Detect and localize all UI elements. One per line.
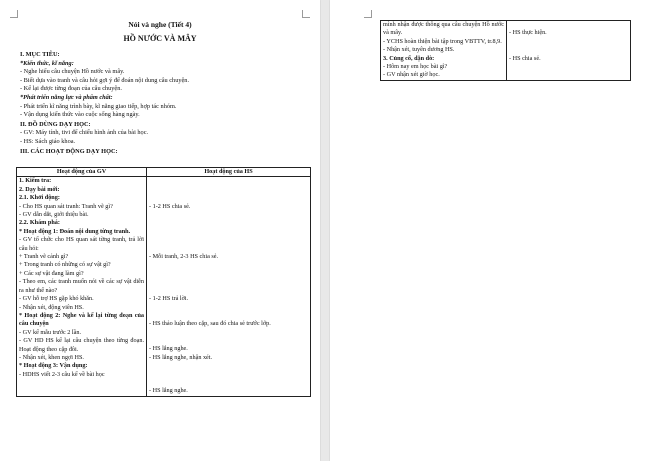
teacher-line: 2.2. Khám phá: xyxy=(19,219,60,227)
teacher-line: - GV HD HS kể lại câu chuyện theo từng đoạn. Hoạt động theo cặp đôi. xyxy=(19,337,144,353)
teacher-line: - HDHS viết 2-3 câu kể về bài học xyxy=(19,370,105,378)
margin-mark xyxy=(302,10,310,18)
teacher-line: - Theo em, các tranh muốn nói về các sự vật diễn ra như thế nào? xyxy=(19,278,144,294)
teacher-line: - GV hỗ trợ HS gặp khó khăn. xyxy=(19,295,94,303)
teacher-line: 2.1. Khởi động: xyxy=(19,194,60,202)
student-activity xyxy=(147,177,311,396)
teacher-line: mình nhận được thông qua câu chuyện Hồ nước và mây. xyxy=(383,21,504,37)
section-line: II. ĐỒ DÙNG DẠY HỌC: xyxy=(20,120,91,128)
lesson-title: Nói và nghe (Tiết 4) xyxy=(128,20,192,29)
teacher-line: 2. Dạy bài mới: xyxy=(19,185,60,193)
section-line: *Kiến thức, kĩ năng: xyxy=(20,59,74,67)
activities-table-continued xyxy=(380,20,631,81)
section-line: - Vận dụng kiến thức vào cuộc sống hàng ngày. xyxy=(20,111,140,119)
student-line: - Mỗi tranh, 2-3 HS chia sẻ. xyxy=(149,252,219,260)
teacher-line: + Trong tranh có những có sự vật gì? xyxy=(19,261,111,269)
header-student: Hoạt động của HS xyxy=(147,168,311,177)
table-row xyxy=(17,177,311,396)
student-line: - HS thực hiện. xyxy=(509,29,547,37)
lesson-subtitle: HỒ NƯỚC VÀ MÂY xyxy=(123,34,197,43)
section-line: III. CÁC HOẠT ĐỘNG DẠY HỌC: xyxy=(20,147,118,155)
teacher-line: + Các sự vật đang làm gì? xyxy=(19,269,84,277)
section-line: - HS: Sách giáo khoa. xyxy=(20,137,76,145)
teacher-line: - Nhận xét, động viên HS. xyxy=(19,303,84,311)
student-line: - HS lắng nghe. xyxy=(149,345,188,353)
margin-mark xyxy=(364,10,372,18)
section-line: I. MỤC TIÊU: xyxy=(20,51,60,58)
section-line: - GV: Máy tính, tivi để chiếu hình ảnh của bài học. xyxy=(20,129,149,137)
teacher-line: - YCHS hoàn thiện bài tập trong VBTTV, tr.8,9. xyxy=(383,37,502,45)
document-page-2 xyxy=(330,0,650,461)
teacher-line: + Tranh vẽ cảnh gì? xyxy=(19,253,69,261)
document-page-1 xyxy=(0,0,320,461)
teacher-line: - Nhận xét, tuyên dương HS. xyxy=(383,46,455,54)
teacher-line: - GV dẫn dắt, giới thiệu bài. xyxy=(19,211,89,219)
objectives-body xyxy=(20,50,300,156)
section-line: - Phát triển kĩ năng trình bày, kĩ năng giao tiếp, hợp tác nhóm. xyxy=(20,102,177,110)
student-line: - 1-2 HS chia sẻ. xyxy=(149,202,191,210)
section-line: - Biết dựa vào tranh và câu hỏi gợi ý để đoán nội dung câu chuyện. xyxy=(20,76,190,84)
teacher-line: 1. Kiểm tra: xyxy=(19,177,52,185)
margin-mark xyxy=(10,10,18,18)
student-line: - HS lắng nghe. xyxy=(149,387,188,395)
teacher-line: - Nhận xét, khen ngợi HS. xyxy=(19,353,84,361)
student-activity xyxy=(507,21,631,81)
teacher-line: - Cho HS quan sát tranh: Tranh vẽ gì? xyxy=(19,202,113,210)
section-line: *Phát triển năng lực và phẩm chất: xyxy=(20,93,113,101)
student-line: - 1-2 HS trả lời. xyxy=(149,294,189,302)
student-line: - HS chia sẻ. xyxy=(509,54,541,62)
section-line: - Nghe hiểu câu chuyện Hồ nước và mây. xyxy=(20,68,125,76)
header-teacher: Hoạt động của GV xyxy=(17,168,147,177)
teacher-line: * Hoạt động 1: Đoán nội dung từng tranh. xyxy=(19,227,131,235)
teacher-line: * Hoạt động 2: Nghe và kể lại từng đoạn của câu chuyện xyxy=(19,311,144,328)
teacher-activity xyxy=(381,21,507,81)
teacher-line: - Hôm nay em học bài gì? xyxy=(383,63,448,71)
teacher-line: 3. Củng cố, dặn dò: xyxy=(383,54,435,62)
student-line: - HS thảo luận theo cặp, sau đó chia sẻ trước lớp. xyxy=(149,320,271,328)
teacher-line: - GV nhận xét giờ học. xyxy=(383,71,440,79)
table-header-row xyxy=(17,168,311,177)
teacher-line: * Hoạt động 3: Vận dụng: xyxy=(19,362,88,370)
teacher-activity xyxy=(17,177,147,396)
teacher-line: - GV kể mẫu trước 2 lần. xyxy=(19,328,82,336)
student-line: - HS lắng nghe, nhận xét. xyxy=(149,353,213,361)
table-row xyxy=(381,21,631,81)
teacher-line: - GV tổ chức cho HS quan sát từng tranh, trả lời câu hỏi: xyxy=(19,236,144,252)
section-line: - Kể lại được từng đoạn của câu chuyện. xyxy=(20,85,122,93)
activities-table xyxy=(16,167,311,397)
